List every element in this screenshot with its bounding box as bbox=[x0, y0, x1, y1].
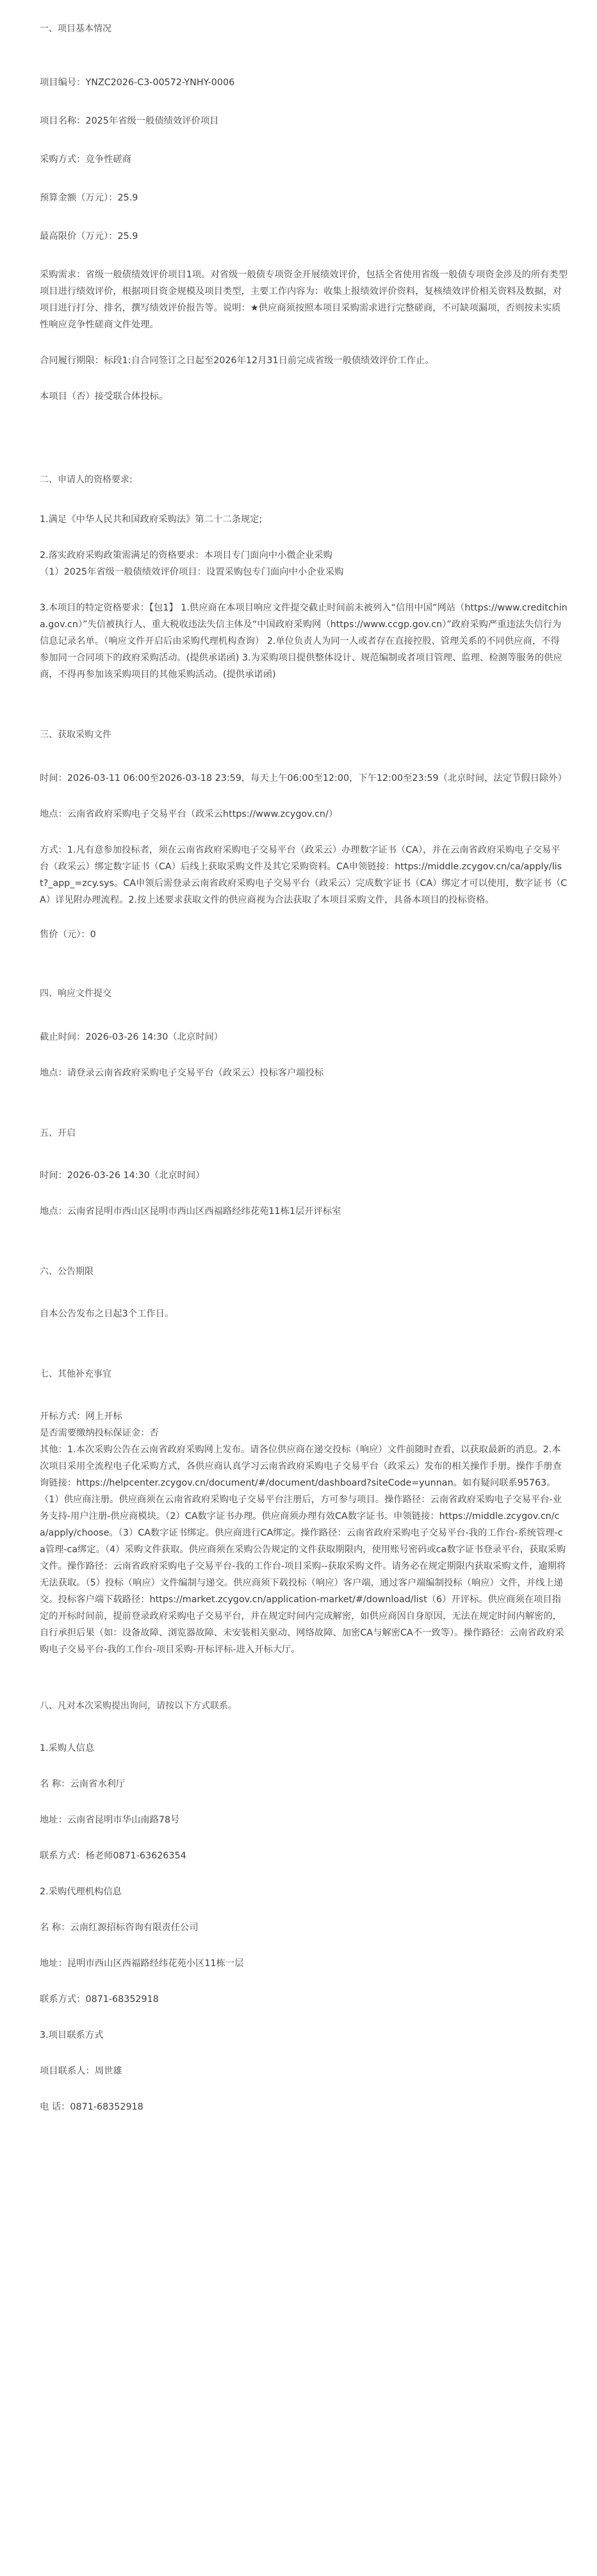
opening-place: 地点：云南省昆明市西山区昆明市西山区西福路经纬花苑11栋1层开评标室 bbox=[40, 1206, 341, 1217]
project-number: 项目编号：YNZC2026-C3-00572-YNHY-0006 bbox=[40, 78, 235, 88]
opening-method: 开标方式：网上开标 bbox=[40, 1411, 122, 1422]
max-price: 最高限价（万元）：25.9 bbox=[40, 231, 138, 242]
section-title-basic-info: 一、项目基本情况 bbox=[40, 24, 111, 34]
project-contact-title: 3.项目联系方式 bbox=[40, 2030, 104, 2040]
section-title-obtain-documents: 三、获取采购文件 bbox=[40, 730, 111, 740]
section-title-qualifications: 二、申请人的资格要求: bbox=[40, 475, 133, 485]
section-title-other-matters: 七、其他补充事宜 bbox=[40, 1369, 111, 1379]
section-title-submission: 四、响应文件提交 bbox=[40, 989, 111, 999]
qualification-2-sub: （1）2025年省级一般债绩效评价项目：设置采购包专门面向中小企业采购 bbox=[40, 567, 344, 577]
qualification-1: 1.满足《中华人民共和国政府采购法》第二十二条规定; bbox=[40, 514, 263, 525]
procurement-method: 采购方式：竞争性磋商 bbox=[40, 154, 131, 165]
agency-info-title: 2.采购代理机构信息 bbox=[40, 1887, 122, 1897]
agency-contact: 联系方式：0871-68352918 bbox=[40, 1994, 159, 2005]
project-contact-phone: 电 话：0871-68352918 bbox=[40, 2102, 143, 2112]
section-title-contact: 八、凡对本次采购提出询问，请按以下方式联系。 bbox=[40, 1701, 237, 1711]
purchaser-name: 名 称：云南省水利厅 bbox=[40, 1779, 126, 1789]
qualification-2: 2.落实政府采购政策需满足的资格要求：本项目专门面向中小微企业采购 bbox=[40, 550, 332, 561]
purchaser-address: 地址：云南省昆明市华山南路78号 bbox=[40, 1815, 180, 1825]
qualification-3: 3.本项目的特定资格要求：【包1】 1.供应商在本项目响应文件提交截止时间前未被列入“信用中国”网站（https://www.creditchina.gov.cn）”失信被执行人、重大税收违法失信主体及“中国政府采购网（https://www.ccgp.gov.cn）”政府采购严重违法失信行为信息记录名单。（响应文件开启后由采购代理机构查询） 2.单位负责人为同一人或者存在直接控股、管理关系的不同供应商，不得参加同一合同项下的政府采购活动。(提供承诺函) 3.为采购项目提供整体设计、规范编制或者项目管理、监理、检测等服务的供应商，不得再参加该采购项目的其他采购活动。(提供承诺函) bbox=[40, 603, 568, 680]
project-contact-person: 项目联系人：周世雄 bbox=[40, 2066, 122, 2076]
document-price: 售价（元）：0 bbox=[40, 930, 96, 940]
purchaser-info-title: 1.采购人信息 bbox=[40, 1743, 95, 1753]
section-title-opening: 五、开启 bbox=[40, 1128, 76, 1138]
consortium-note: 本项目（否）接受联合体投标。 bbox=[40, 391, 168, 402]
submission-deadline: 截止时间：2026-03-26 14:30（北京时间） bbox=[40, 1032, 224, 1042]
contract-period: 合同履行期限：标段1:自合同签订之日起至2026年12月31日前完成省级一般债绩效评价工作止。 bbox=[40, 356, 434, 366]
opening-time: 时间：2026-03-26 14:30（北京时间） bbox=[40, 1170, 205, 1181]
deposit-required: 是否需要缴纳投标保证金：否 bbox=[40, 1428, 159, 1438]
obtain-place: 地点：云南省政府采购电子交易平台（政采云https://www.zcygov.cn/） bbox=[40, 809, 338, 819]
purchaser-contact: 联系方式：杨老师0871-63626354 bbox=[40, 1851, 186, 1861]
agency-name: 名 称：云南红源招标咨询有限责任公司 bbox=[40, 1923, 199, 1933]
project-name: 项目名称：2025年省级一般债绩效评价项目 bbox=[40, 116, 219, 126]
obtain-method: 方式：1.凡有意参加投标者，须在云南省政府采购电子交易平台（政采云）办理数字证书（CA），并在云南省政府采购电子交易平台（政采云）绑定数字证书（CA）后线上获取采购文件及其它采购资料。CA申领链接：https://middle.zcygov.cn/ca/apply/list?_app_=zcy.sys。CA申领后需登录云南省政府采购电子交易平台（政采云）完成数字证书（CA）绑定才可以使用，数字证书（CA）详见附办理流程。2.按上述要求获取文件的供应商视为合法获取了本项目采购文件，具备本项目的投标资格。 bbox=[40, 845, 568, 905]
submission-place: 地点：请登录云南省政府采购电子交易平台（政采云）投标客户端投标 bbox=[40, 1068, 324, 1078]
agency-address: 地址：昆明市西山区西福路经纬花苑小区11栋一层 bbox=[40, 1958, 244, 1969]
obtain-time: 时间：2026-03-11 06:00至2026-03-18 23:59，每天上午06:00至12:00，下午12:00至23:59（北京时间，法定节假日除外） bbox=[40, 773, 567, 783]
section-title-notice-period: 六、公告期限 bbox=[40, 1267, 94, 1277]
procurement-requirements: 采购需求：省级一般债绩效评价项目1项。对省级一般债专项资金开展绩效评价，包括全省使用省级一般债专项资金涉及的所有类型项目进行绩效评价，根据项目资金规模及项目类型，主要工作内容为：收集上报绩效评价资料，复核绩效评价相关资料及数据，对项目进行打分、排名，撰写绩效评价报告等。说明：★供应商须按照本项目采购需求进行完整磋商，不可缺项漏项，否则按未实质性响应竞争性磋商文件处理。 bbox=[40, 270, 568, 330]
other-details: 其他：1.本次采购公告在云南省政府采购网上发布。请各位供应商在递交投标（响应）文件前随时查看，以获取最新的消息。2.本次项目采用全流程电子化采购方式，各供应商认真学习云南省政府采购电子交易平台（政采云）发布的相关操作手册。操作手册查询链接：https://helpcenter.zcygov.cn/document/#/document/dashboard?siteCode=yunnan。如有疑问联系95763。（1）供应商注册。供应商须在云南省政府采购电子交易平台注册后，方可参与项目。操作路径：云南省政府采购电子交易平台-业务支持-用户注册-供应商模块。（2）CA数字证书办理。供应商须办理有效CA数字证书。申领链接：https://middle.zcygov.cn/ca/apply/choose。（3）CA数字证书绑定。供应商进行CA绑定。操作路径：云南省政府采购电子交易平台-我的工作台-系统管理-ca管理-ca绑定。（4）采购文件获取。供应商须在采购公告规定的文件获取期限内，使用账号密码或ca数字证书登录平台，获取采购文件。操作路径：云南省政府采购电子交易平台-我的工作台-项目采购--获取采购文件。请务必在规定期限内获取采购文件，逾期将无法获取。（5）投标（响应）文件编制与递交。供应商须下载投标（响应）客户端，通过客户端编制投标（响应）文件，并线上递交。投标客户端下载路径：https://market.zcygov.cn/application-market/#/download/list（6）开评标。供应商须在项目指定的开标时间前，提前登录政府采购电子交易平台，并在规定时间内完成解密，如供应商因自身原因，无法在规定时间内解密的，自行承担后果（如：设备故障、浏览器故障、未安装相关驱动、网络故障、加密CA与解密CA不一致等）。操作路径：云南省政府采购电子交易平台-我的工作台-项目采购-开标评标-进入开标大厅。 bbox=[40, 1445, 566, 1655]
budget-amount: 预算金额（万元）：25.9 bbox=[40, 193, 138, 203]
notice-period-text: 自本公告发布之日起3个工作日。 bbox=[40, 1309, 174, 1319]
